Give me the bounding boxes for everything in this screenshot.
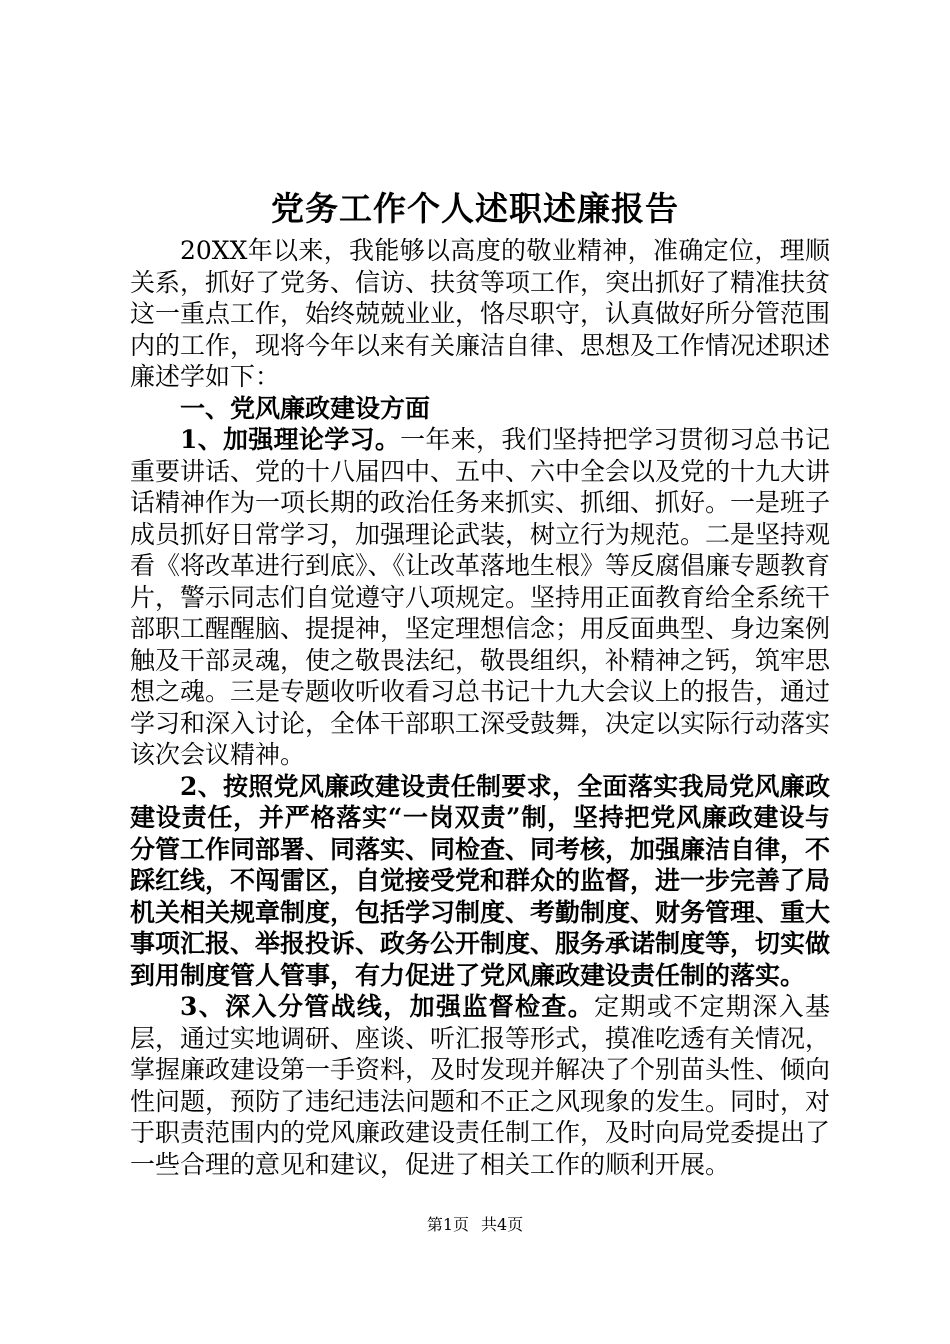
paragraph-text: 一年来，我们坚持把学习贯彻习总书记重要讲话、党的十八届四中、五中、六中全会以及党的十九大讲话精神作为一项长期的政治任务来抓实、抓细、抓好。一是班子成员抓好日常学习，加强理论武装，树立行为规范。二是坚持观看《将改革进行到底》、《让改革落地生根》等反腐倡廉专题教育片，警示同志们自觉遵守八项规定。坚持用正面教育给全系统干部职工醒醒脑、提提神，坚定理想信念；用反面典型、身边案例触及干部灵魂，使之敬畏法纪，敬畏组织，补精神之钙，筑牢思想之魂。三是专题收听收看习总书记十九大会议上的报告，通过学习和深入讨论，全体干部职工深受鼓舞，决定以实际行动落实该次会议精神。 — [130, 425, 831, 769]
paragraph-intro — [130, 235, 830, 393]
paragraph-item-3 — [130, 991, 830, 1180]
document-body — [130, 235, 830, 1180]
page-total: 共4页 — [481, 1215, 524, 1234]
paragraph-lead: 2、按照党风廉政建设责任制要求，全面落实我局党风廉政建设责任，并严格落实“一岗双责”制，坚持把党风廉政建设与分管工作同部署、同落实、同检查、同考核，加强廉洁自律，不踩红线，不闯雷区，自觉接受党和群众的监督，进一步完善了局机关相关规章制度，包括学习制度、考勤制度、财务管理、重大事项汇报、举报投诉、政务公开制度、服务承诺制度等，切实做到用制度管人管事，有力促进了党风廉政建设责任制的落实。 — [130, 771, 831, 990]
paragraph-lead: 1、加强理论学习。 — [180, 425, 401, 454]
document-title: 党务工作个人述职述廉报告 — [271, 189, 679, 228]
paragraph-item-2 — [130, 771, 830, 992]
section-heading — [130, 393, 830, 425]
paragraph-text: 20XX年以来，我能够以高度的敬业精神，准确定位，理顺关系，抓好了党务、信访、扶贫等项工作，突出抓好了精准扶贫这一重点工作，始终兢兢业业，恪尽职守，认真做好所分管范围内的工作，现将今年以来有关廉洁自律、思想及工作情况述职述廉述学如下： — [130, 236, 831, 391]
paragraph-lead: 3、深入分管战线，加强监督检查。 — [180, 992, 595, 1021]
section-heading-text: 一、党风廉政建设方面 — [180, 393, 431, 423]
page-number: 第1页 — [426, 1215, 469, 1234]
paragraph-item-1 — [130, 424, 830, 771]
paragraph-text: 定期或不定期深入基层，通过实地调研、座谈、听汇报等形式，摸准吃透有关情况，掌握廉政建设第一手资料，及时发现并解决了个别苗头性、倾向性问题，预防了违纪违法问题和不正之风现象的发生。同时，对于职责范围内的党风廉政建设责任制工作，及时向局党委提出了一些合理的意见和建议，促进了相关工作的顺利开展。 — [130, 992, 831, 1179]
page-footer — [0, 1213, 950, 1237]
